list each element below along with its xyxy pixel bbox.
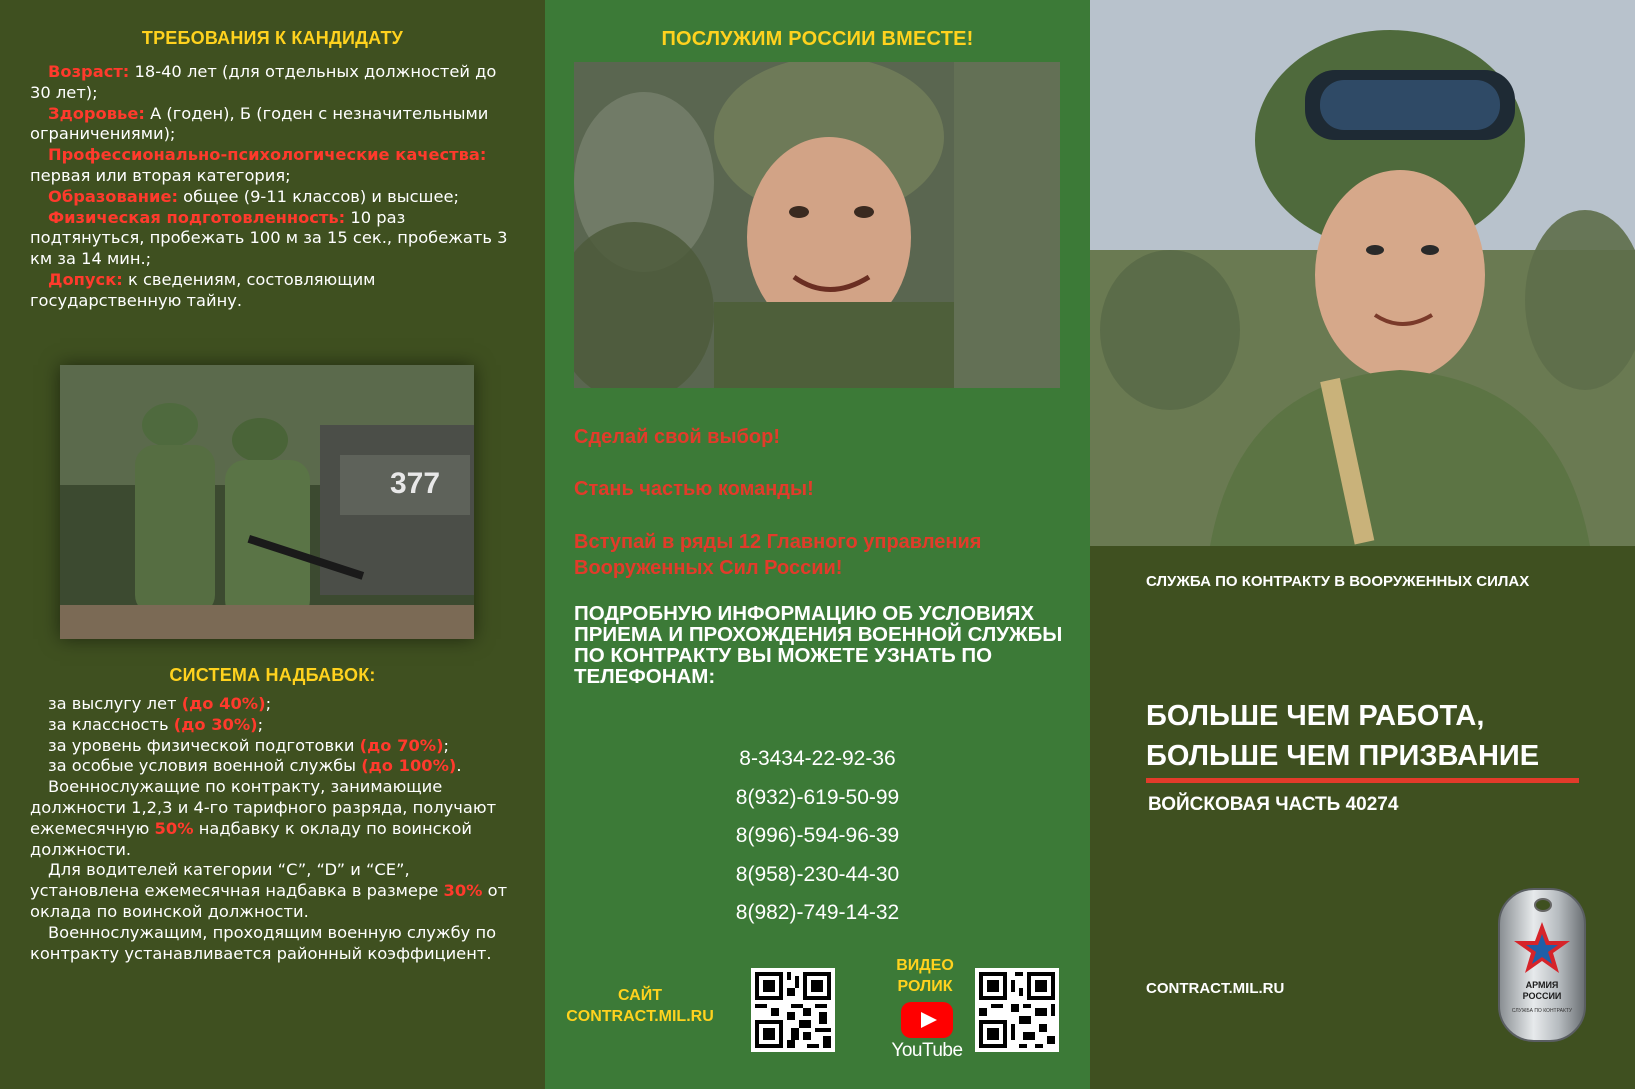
req-health bbox=[30, 104, 520, 146]
left-panel bbox=[0, 0, 545, 1089]
bonus-title: СИСТЕМА НАДБАВОК: bbox=[169, 665, 376, 685]
smiling-soldier-photo bbox=[574, 62, 1060, 388]
req-health-label: Здоровье: bbox=[48, 103, 145, 123]
bonus-seniority-end: ; bbox=[265, 694, 272, 713]
headline-line2: БОЛЬШЕ ЧЕМ ПРИЗВАНИЕ bbox=[1146, 740, 1540, 772]
soldiers-goggles-illustration bbox=[1090, 0, 1635, 546]
site-label-line2: CONTRACT.MIL.RU bbox=[566, 1008, 714, 1025]
phone-number[interactable]: 8(932)-619-50-99 bbox=[735, 785, 900, 809]
req-education-text: общее (9-11 классов) и высшее; bbox=[178, 186, 459, 206]
site-qr-code-icon[interactable] bbox=[751, 968, 835, 1052]
bonus-fitness bbox=[30, 736, 520, 757]
badge-hole bbox=[1534, 898, 1552, 912]
army-badge-logo bbox=[1498, 888, 1586, 1042]
req-age bbox=[30, 62, 520, 104]
bonus-tariff-text: Военнослужащие по контракту, занимающие должности 1,2,3 и 4-го тарифного разряда, получают ежемесячную bbox=[30, 777, 497, 838]
req-age-label: Возраст: bbox=[48, 62, 130, 81]
req-fitness-label: Физическая подготовленность: bbox=[48, 207, 346, 227]
bonus-seniority-value: (до 40%) bbox=[181, 694, 266, 713]
website-link[interactable]: CONTRACT.MIL.RU bbox=[1146, 980, 1285, 997]
bonus-tariff-value: 50% bbox=[154, 818, 194, 838]
bonus-special-end: . bbox=[456, 756, 462, 776]
req-education bbox=[30, 187, 520, 208]
military-unit: ВОЙСКОВАЯ ЧАСТЬ 40274 bbox=[1148, 794, 1399, 815]
bonus-class-end: ; bbox=[257, 714, 264, 734]
smiling-soldier-illustration bbox=[574, 62, 1060, 388]
req-clearance bbox=[30, 270, 520, 312]
requirements-list bbox=[30, 62, 520, 312]
bonus-drivers bbox=[30, 860, 520, 922]
star-icon bbox=[1512, 920, 1572, 976]
req-psych-label: Профессионально-психологические качества: bbox=[48, 145, 487, 165]
bonus-special bbox=[30, 756, 520, 777]
req-fitness-text: 10 раз подтянуться, пробежать 100 м за 15 сек., пробежать 3 км за 14 мин.; bbox=[30, 207, 508, 269]
phone-list bbox=[545, 740, 1090, 933]
bonus-seniority bbox=[30, 694, 520, 715]
slogan-join: Вступай в ряды 12 Главного управления Вооруженных Сил России! bbox=[574, 531, 982, 579]
badge-text bbox=[1500, 980, 1584, 1002]
phone-number[interactable]: 8(996)-594-96-39 bbox=[735, 824, 900, 847]
slogan-choice: Сделай свой выбор! bbox=[574, 426, 780, 448]
soldiers-goggles-photo bbox=[1090, 0, 1635, 546]
video-label bbox=[885, 955, 965, 997]
soldiers-photo-illustration bbox=[60, 365, 474, 639]
bonus-special-value: (до 100%) bbox=[361, 756, 457, 776]
bonus-class-text: за классность bbox=[48, 714, 174, 734]
middle-panel bbox=[545, 0, 1090, 1089]
requirements-title: ТРЕБОВАНИЯ К КАНДИДАТУ bbox=[141, 28, 404, 48]
youtube-wordmark: YouTube bbox=[891, 1040, 963, 1061]
site-label[interactable] bbox=[565, 985, 715, 1027]
slogan-team: Стань частью команды! bbox=[574, 478, 814, 500]
bonus-drivers-text: Для водителей категории “C”, “D” и “CE”, установлена ежемесячная надбавка в размере bbox=[30, 860, 444, 901]
req-age-text: 18-40 лет (для отдельных должностей до 30 лет); bbox=[30, 62, 497, 102]
req-clearance-text: к сведениям, состовляющим государственную тайну. bbox=[30, 269, 376, 310]
bonus-seniority-text: за выслугу лет bbox=[48, 694, 182, 713]
headline bbox=[1146, 696, 1606, 776]
bonus-fitness-text: за уровень физической подготовки bbox=[48, 735, 360, 755]
req-psych-text: первая или вторая категория; bbox=[30, 165, 291, 185]
req-health-text: А (годен), Б (годен с незначительными ограничениями); bbox=[30, 103, 489, 144]
badge-line1: АРМИЯ bbox=[1525, 980, 1559, 990]
bonus-drivers-value: 30% bbox=[443, 881, 483, 901]
phone-number[interactable]: 8(958)-230-44-30 bbox=[735, 862, 900, 886]
right-panel bbox=[1090, 0, 1635, 1089]
info-text: ПОДРОБНУЮ ИНФОРМАЦИЮ ОБ УСЛОВИЯХ ПРИЕМА И ПРОХОЖДЕНИЯ ВОЕННОЙ СЛУЖБЫ ПО КОНТРАКТУ ВЫ МОЖЕТЕ УЗНАТЬ ПО ТЕЛЕФОНАМ: bbox=[574, 602, 1063, 688]
badge-subtitle: СЛУЖБА ПО КОНТРАКТУ bbox=[1511, 1008, 1573, 1014]
bonus-list bbox=[30, 694, 520, 964]
bonus-fitness-value: (до 70%) bbox=[359, 735, 444, 755]
video-qr-code-icon[interactable] bbox=[975, 968, 1059, 1052]
bonus-tariff-end: надбавку к окладу по воинской должности. bbox=[30, 818, 472, 859]
youtube-icon[interactable] bbox=[901, 1002, 953, 1038]
bonus-special-text: за особые условия военной службы bbox=[48, 756, 362, 776]
bonus-tariff bbox=[30, 777, 520, 860]
site-label-line1: САЙТ bbox=[618, 987, 662, 1004]
bonus-class bbox=[30, 715, 520, 736]
video-label-line2: РОЛИК bbox=[897, 978, 953, 995]
soldiers-photo bbox=[60, 365, 474, 639]
badge-line2: РОССИИ bbox=[1522, 991, 1562, 1001]
video-label-line1: ВИДЕО bbox=[896, 957, 954, 974]
req-fitness bbox=[30, 208, 520, 270]
headline-underline bbox=[1146, 778, 1579, 783]
headline-line1: БОЛЬШЕ ЧЕМ РАБОТА, bbox=[1146, 700, 1485, 732]
bonus-class-value: (до 30%) bbox=[173, 714, 258, 734]
bonus-regional: Военнослужащим, проходящим военную службу по контракту устанавливается районный коэффициент. bbox=[30, 922, 497, 963]
service-tagline: СЛУЖБА ПО КОНТРАКТУ В ВООРУЖЕННЫХ СИЛАХ bbox=[1146, 573, 1530, 590]
bonus-fitness-end: ; bbox=[443, 735, 450, 755]
req-psych bbox=[30, 145, 520, 187]
bonus-drivers-end: от оклада по воинской должности. bbox=[30, 881, 508, 921]
phone-number[interactable]: 8-3434-22-92-36 bbox=[739, 747, 896, 770]
req-education-label: Образование: bbox=[48, 186, 178, 206]
middle-title: ПОСЛУЖИМ РОССИИ ВМЕСТЕ! bbox=[661, 28, 974, 50]
req-clearance-label: Допуск: bbox=[48, 269, 123, 289]
vehicle-number: 377 bbox=[390, 467, 441, 500]
phone-number[interactable]: 8(982)-749-14-32 bbox=[735, 901, 900, 924]
